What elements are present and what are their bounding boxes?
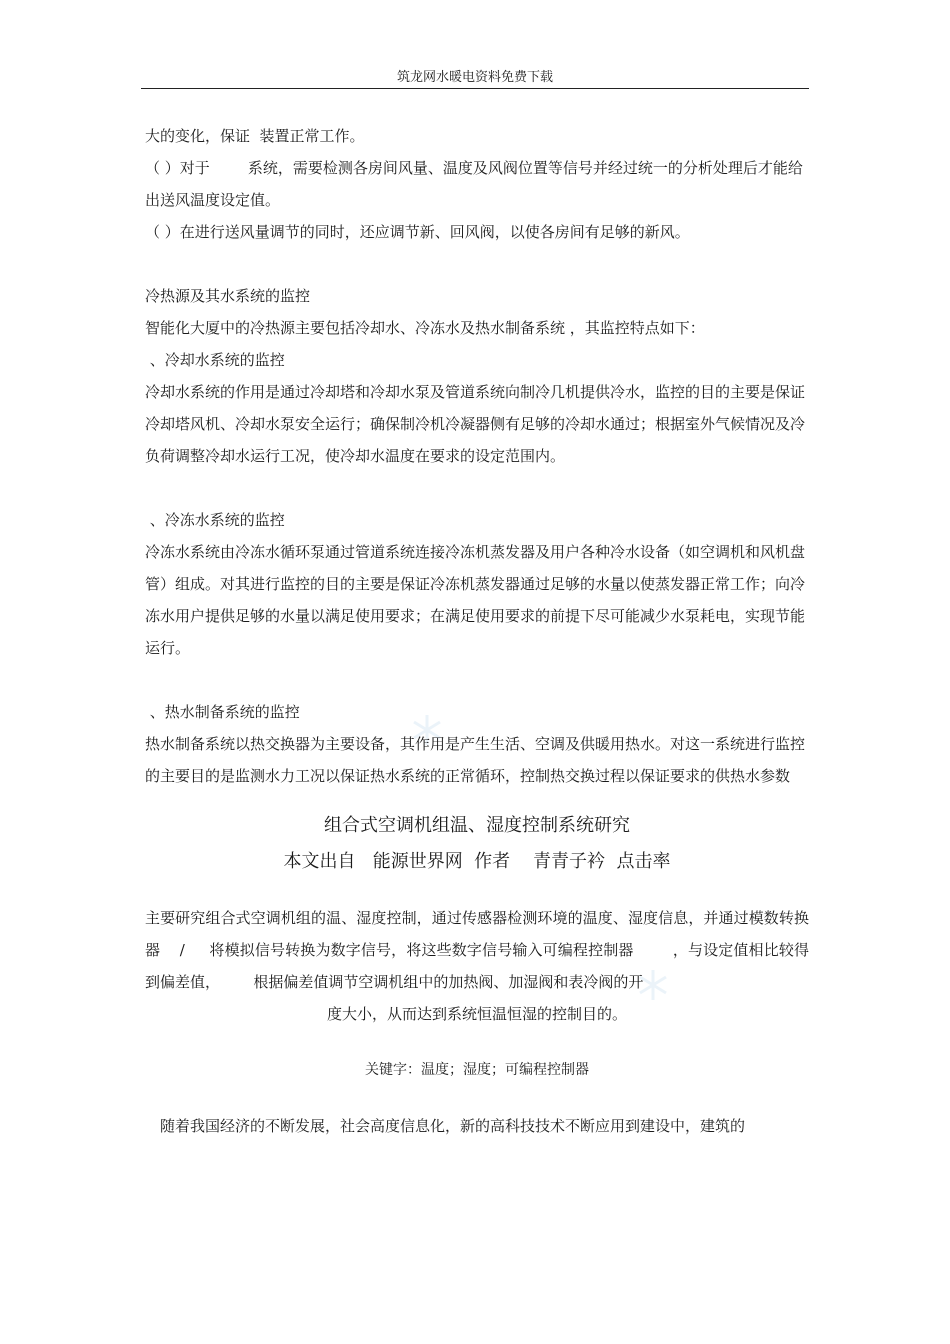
page-header: 筑龙网水暖电资料免费下载	[396, 70, 553, 85]
abstract-last-line: 度大小，从而达到系统恒温恒湿的控制目的。	[326, 1005, 627, 1023]
paragraph: 冷却水系统的作用是通过冷却塔和冷却水泵及管道系统向制冷几机提供冷水，监控的目的主要是保证冷却塔风机、冷却水泵安全运行；确保制冷机冷凝器侧有足够的冷却水通过；根据室外气候情况及冷负荷调整冷却水运行工况，使冷却水温度在要求的设定范围内。	[145, 383, 806, 465]
spacer	[145, 664, 809, 696]
paragraph: （ ）对于 系统，需要检测各房间风量、温度及风阀位置等信号并经过统一的分析处理后才能给出送风温度设定值。	[145, 159, 803, 209]
subsection-heading: 、热水制备系统的监控	[145, 703, 300, 721]
document-body	[145, 120, 809, 1142]
paragraph: （ ）在进行送风量调节的同时，还应调节新、回风阀，以使各房间有足够的新风。	[145, 223, 690, 241]
section-heading: 冷热源及其水系统的监控	[145, 287, 311, 305]
intro-paragraph: 随着我国经济的不断发展，社会高度信息化，新的高科技技术不断应用到建设中，建筑的	[160, 1117, 746, 1135]
paragraph: 智能化大厦中的冷热源主要包括冷却水、冷冻水及热水制备系统 ，其监控特点如下：	[145, 319, 705, 337]
abstract-paragraph: 主要研究组合式空调机组的温、湿度控制，通过传感器检测环境的温度、湿度信息，并通过模数转换器 / 将模拟信号转换为数字信号，将这些数字信号输入可编程控制器 ，与设定值相比较得到偏差值， 根据偏差值调节空调机组中的加热阀、加湿阀和表冷阀的开	[145, 909, 809, 991]
article-byline: 本文出自 能源世界网 作者 青青子衿 点击率	[283, 851, 671, 872]
header-divider	[141, 88, 809, 89]
spacer	[145, 248, 809, 280]
paragraph: 大的变化，保证 装置正常工作。	[145, 127, 365, 145]
spacer	[145, 472, 809, 504]
keywords-line: 关键字：温度；湿度；可编程控制器	[365, 1062, 589, 1078]
subsection-heading: 、冷却水系统的监控	[145, 351, 285, 369]
paragraph: 冷冻水系统由冷冻水循环泵通过管道系统连接冷冻机蒸发器及用户各种冷水设备（如空调机和风机盘管）组成。对其进行监控的目的主要是保证冷冻机蒸发器通过足够的水量以使蒸发器正常工作；向冷冻水用户提供足够的水量以满足使用要求；在满足使用要求的前提下尽可能减少水泵耗电，实现节能运行。	[145, 543, 806, 657]
paragraph: 热水制备系统以热交换器为主要设备，其作用是产生生活、空调及供暖用热水。对这一系统进行监控的主要目的是监测水力工况以保证热水系统的正常循环，控制热交换过程以保证要求的供热水参数	[145, 735, 806, 785]
subsection-heading: 、冷冻水系统的监控	[145, 511, 285, 529]
article-title: 组合式空调机组温、湿度控制系统研究	[324, 815, 630, 836]
